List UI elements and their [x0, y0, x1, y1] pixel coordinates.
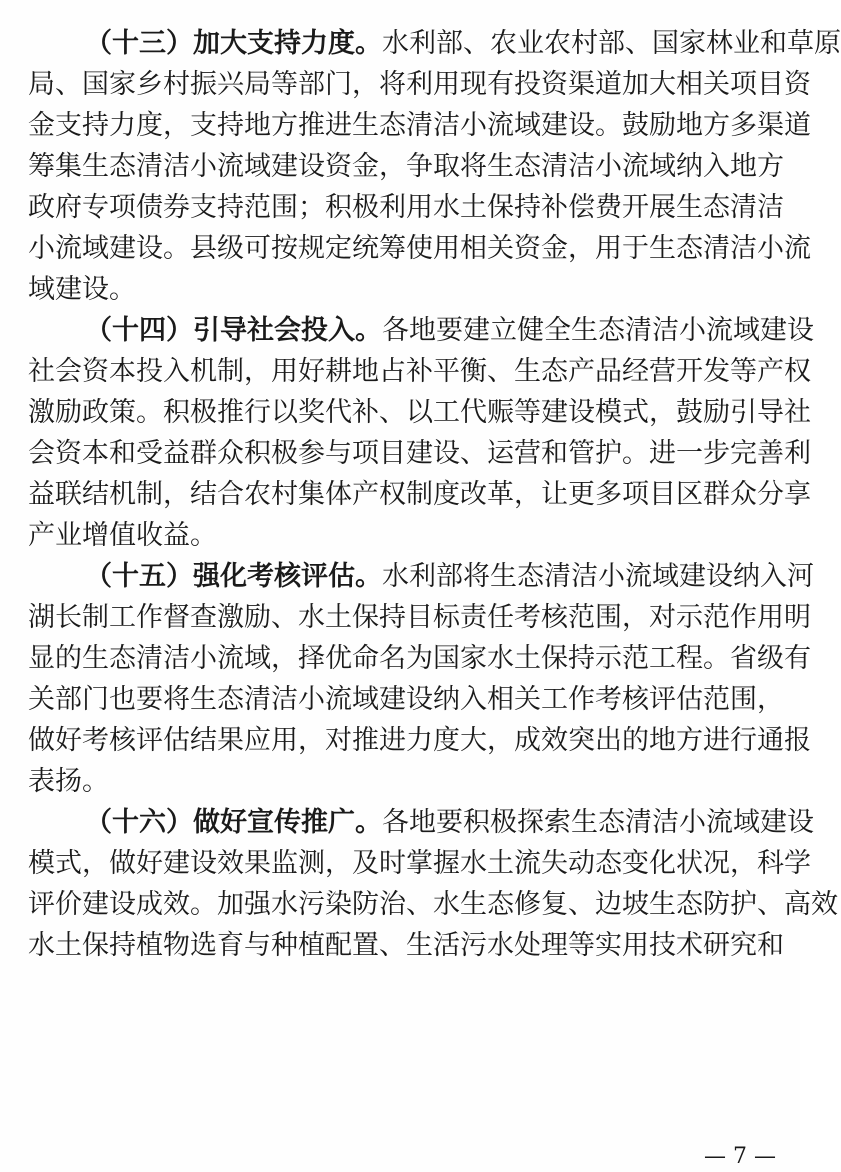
section-heading-14: （十四）引导社会投入。 — [85, 315, 382, 346]
paragraph-14-line-5: 益联结机制，结合农村集体产权制度改革，让更多项目区群众分享 — [28, 479, 811, 510]
paragraph-16-line-3: 评价建设成效。加强水污染防治、水生态修复、边坡生态防护、高效 — [28, 889, 838, 920]
paragraph-text: 各地要积极探索生态清洁小流域建设 — [382, 807, 814, 838]
paragraph-14-line-4: 会资本和受益群众积极参与项目建设、运营和管护。进一步完善利 — [28, 438, 811, 469]
page-number: — 7 — — [704, 1144, 776, 1169]
section-heading-15: （十五）强化考核评估。 — [85, 561, 382, 592]
paragraph-13-line-1 — [85, 24, 841, 64]
paragraph-15-line-5: 做好考核评估结果应用，对推进力度大，成效突出的地方进行通报 — [28, 725, 811, 756]
paragraph-13-line-4: 筹集生态清洁小流域建设资金，争取将生态清洁小流域纳入地方 — [28, 151, 784, 182]
paragraph-15-line-3: 显的生态清洁小流域，择优命名为国家水土保持示范工程。省级有 — [28, 643, 811, 674]
paragraph-14-line-3: 激励政策。积极推行以奖代补、以工代赈等建设模式，鼓励引导社 — [28, 397, 811, 428]
paragraph-14-line-1 — [85, 311, 814, 351]
paragraph-15-line-6: 表扬。 — [28, 766, 109, 797]
paragraph-13-line-7: 域建设。 — [28, 274, 136, 305]
paragraph-text: 水利部、农业农村部、国家林业和草原 — [382, 28, 841, 59]
paragraph-13-line-5: 政府专项债券支持范围；积极利用水土保持补偿费开展生态清洁 — [28, 192, 784, 223]
paragraph-16-line-1 — [85, 803, 814, 843]
paragraph-15-line-1 — [85, 557, 814, 597]
paragraph-13-line-3: 金支持力度，支持地方推进生态清洁小流域建设。鼓励地方多渠道 — [28, 110, 811, 141]
paragraph-text: 各地要建立健全生态清洁小流域建设 — [382, 315, 814, 346]
paragraph-16-line-4: 水土保持植物选育与种植配置、生活污水处理等实用技术研究和 — [28, 930, 784, 961]
paragraph-13-line-2: 局、国家乡村振兴局等部门，将利用现有投资渠道加大相关项目资 — [28, 69, 811, 100]
paragraph-15-line-2: 湖长制工作督查激励、水土保持目标责任考核范围，对示范作用明 — [28, 602, 811, 633]
section-heading-16: （十六）做好宣传推广。 — [85, 807, 382, 838]
section-heading-13: （十三）加大支持力度。 — [85, 28, 382, 59]
paragraph-14-line-2: 社会资本投入机制，用好耕地占补平衡、生态产品经营开发等产权 — [28, 356, 811, 387]
paragraph-15-line-4: 关部门也要将生态清洁小流域建设纳入相关工作考核评估范围， — [28, 684, 784, 715]
paragraph-14-line-6: 产业增值收益。 — [28, 520, 217, 551]
paragraph-text: 水利部将生态清洁小流域建设纳入河 — [382, 561, 814, 592]
paragraph-13-line-6: 小流域建设。县级可按规定统筹使用相关资金，用于生态清洁小流 — [28, 233, 811, 264]
paragraph-16-line-2: 模式，做好建设效果监测，及时掌握水土流失动态变化状况，科学 — [28, 848, 811, 879]
